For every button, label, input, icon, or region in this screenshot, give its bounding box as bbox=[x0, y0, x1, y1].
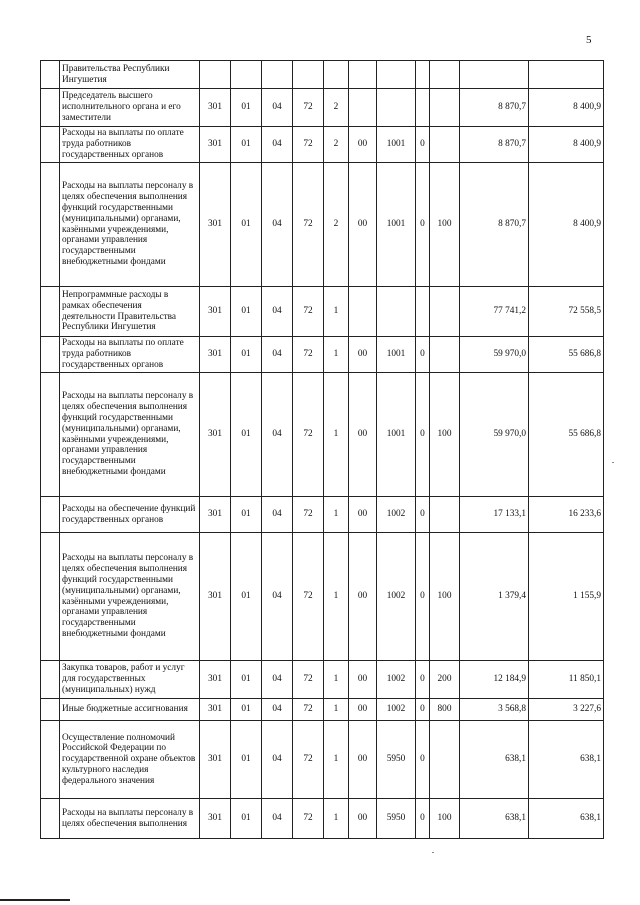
code-cell-c5: 1 bbox=[324, 337, 349, 373]
expense-name-cell: Расходы на выплаты персоналу в целях обеспечения выполнения bbox=[60, 799, 200, 839]
code-cell-c1: 301 bbox=[200, 163, 231, 287]
amount-cell-v2: 8 400,9 bbox=[529, 127, 604, 163]
expense-name-cell: Расходы на выплаты персоналу в целях обеспечения выполнения функций государственными (муниципальными) органами, казёнными учреждениями, органами управления государственными внебюджетными фондами bbox=[60, 533, 200, 661]
code-cell-c8: 0 bbox=[416, 699, 430, 721]
code-cell-c5: 1 bbox=[324, 373, 349, 497]
code-cell-c8: 0 bbox=[416, 497, 430, 533]
table-row bbox=[41, 799, 604, 839]
code-cell-c7: 1001 bbox=[377, 163, 416, 287]
budget-table bbox=[40, 60, 604, 839]
code-cell-c2 bbox=[231, 61, 262, 89]
code-cell-c1: 301 bbox=[200, 287, 231, 337]
amount-cell-v1: 8 870,7 bbox=[460, 127, 529, 163]
table-row bbox=[41, 497, 604, 533]
code-cell-c4: 72 bbox=[293, 373, 324, 497]
code-cell-c2: 01 bbox=[231, 373, 262, 497]
code-cell-c8: 0 bbox=[416, 337, 430, 373]
code-cell-c3: 04 bbox=[262, 799, 293, 839]
amount-cell-v1: 1 379,4 bbox=[460, 533, 529, 661]
code-cell-c3: 04 bbox=[262, 661, 293, 699]
amount-cell-v2: 1 155,9 bbox=[529, 533, 604, 661]
amount-cell-v2: 3 227,6 bbox=[529, 699, 604, 721]
code-cell-c8: 0 bbox=[416, 661, 430, 699]
code-cell-c3: 04 bbox=[262, 287, 293, 337]
code-cell-c6: 00 bbox=[349, 163, 377, 287]
code-cell-c2: 01 bbox=[231, 533, 262, 661]
code-cell-c5: 1 bbox=[324, 721, 349, 799]
code-cell-c8: 0 bbox=[416, 127, 430, 163]
code-cell-c1: 301 bbox=[200, 337, 231, 373]
code-cell-c6: 00 bbox=[349, 661, 377, 699]
code-cell-c6 bbox=[349, 287, 377, 337]
table-row bbox=[41, 373, 604, 497]
row-marker-cell bbox=[41, 89, 60, 127]
code-cell-c9 bbox=[430, 721, 460, 799]
code-cell-c8 bbox=[416, 89, 430, 127]
code-cell-c5: 1 bbox=[324, 799, 349, 839]
code-cell-c9: 800 bbox=[430, 699, 460, 721]
code-cell-c2: 01 bbox=[231, 799, 262, 839]
amount-cell-v1: 77 741,2 bbox=[460, 287, 529, 337]
code-cell-c5: 1 bbox=[324, 699, 349, 721]
code-cell-c1: 301 bbox=[200, 533, 231, 661]
code-cell-c4: 72 bbox=[293, 661, 324, 699]
code-cell-c2: 01 bbox=[231, 337, 262, 373]
code-cell-c3: 04 bbox=[262, 337, 293, 373]
code-cell-c4 bbox=[293, 61, 324, 89]
code-cell-c8: 0 bbox=[416, 373, 430, 497]
code-cell-c7: 1002 bbox=[377, 497, 416, 533]
code-cell-c9 bbox=[430, 497, 460, 533]
row-marker-cell bbox=[41, 61, 60, 89]
amount-cell-v1: 8 870,7 bbox=[460, 163, 529, 287]
code-cell-c9: 100 bbox=[430, 533, 460, 661]
code-cell-c2: 01 bbox=[231, 163, 262, 287]
amount-cell-v1: 638,1 bbox=[460, 721, 529, 799]
amount-cell-v1: 8 870,7 bbox=[460, 89, 529, 127]
code-cell-c7: 1001 bbox=[377, 373, 416, 497]
code-cell-c5: 2 bbox=[324, 163, 349, 287]
code-cell-c3: 04 bbox=[262, 699, 293, 721]
code-cell-c6: 00 bbox=[349, 721, 377, 799]
expense-name-cell: Осуществление полномочий Российской Федерации по государственной охране объектов культурного наследия федерального значения bbox=[60, 721, 200, 799]
row-marker-cell bbox=[41, 337, 60, 373]
code-cell-c7 bbox=[377, 89, 416, 127]
code-cell-c5: 1 bbox=[324, 497, 349, 533]
code-cell-c6 bbox=[349, 89, 377, 127]
row-marker-cell bbox=[41, 699, 60, 721]
code-cell-c9 bbox=[430, 337, 460, 373]
code-cell-c6 bbox=[349, 61, 377, 89]
code-cell-c8: 0 bbox=[416, 533, 430, 661]
amount-cell-v2: 638,1 bbox=[529, 799, 604, 839]
code-cell-c7: 5950 bbox=[377, 799, 416, 839]
amount-cell-v2: 16 233,6 bbox=[529, 497, 604, 533]
code-cell-c1: 301 bbox=[200, 699, 231, 721]
row-marker-cell bbox=[41, 163, 60, 287]
code-cell-c2: 01 bbox=[231, 127, 262, 163]
table-row bbox=[41, 337, 604, 373]
code-cell-c5: 2 bbox=[324, 89, 349, 127]
row-marker-cell bbox=[41, 721, 60, 799]
code-cell-c2: 01 bbox=[231, 497, 262, 533]
code-cell-c6: 00 bbox=[349, 533, 377, 661]
code-cell-c4: 72 bbox=[293, 127, 324, 163]
amount-cell-v1: 12 184,9 bbox=[460, 661, 529, 699]
code-cell-c4: 72 bbox=[293, 497, 324, 533]
code-cell-c9 bbox=[430, 61, 460, 89]
code-cell-c6: 00 bbox=[349, 497, 377, 533]
expense-name-cell: Расходы на выплаты по оплате труда работников государственных органов bbox=[60, 337, 200, 373]
code-cell-c4: 72 bbox=[293, 337, 324, 373]
code-cell-c6: 00 bbox=[349, 699, 377, 721]
code-cell-c1: 301 bbox=[200, 497, 231, 533]
code-cell-c1: 301 bbox=[200, 373, 231, 497]
code-cell-c3: 04 bbox=[262, 497, 293, 533]
code-cell-c5: 1 bbox=[324, 661, 349, 699]
amount-cell-v2: 11 850,1 bbox=[529, 661, 604, 699]
table-row bbox=[41, 89, 604, 127]
expense-name-cell: Правительства Республики Ингушетия bbox=[60, 61, 200, 89]
code-cell-c1: 301 bbox=[200, 721, 231, 799]
code-cell-c9 bbox=[430, 127, 460, 163]
table-row bbox=[41, 699, 604, 721]
code-cell-c3: 04 bbox=[262, 127, 293, 163]
table-row bbox=[41, 127, 604, 163]
page-number: 5 bbox=[586, 34, 592, 46]
code-cell-c7: 1002 bbox=[377, 661, 416, 699]
code-cell-c9 bbox=[430, 89, 460, 127]
code-cell-c7 bbox=[377, 287, 416, 337]
code-cell-c4: 72 bbox=[293, 533, 324, 661]
expense-name-cell: Расходы на обеспечение функций государственных органов bbox=[60, 497, 200, 533]
table-row bbox=[41, 61, 604, 89]
expense-name-cell: Расходы на выплаты по оплате труда работников государственных органов bbox=[60, 127, 200, 163]
code-cell-c9: 100 bbox=[430, 163, 460, 287]
code-cell-c1: 301 bbox=[200, 799, 231, 839]
code-cell-c3: 04 bbox=[262, 373, 293, 497]
amount-cell-v1: 3 568,8 bbox=[460, 699, 529, 721]
table-row bbox=[41, 287, 604, 337]
code-cell-c8 bbox=[416, 287, 430, 337]
code-cell-c6: 00 bbox=[349, 337, 377, 373]
row-marker-cell bbox=[41, 661, 60, 699]
expense-name-cell: Председатель высшего исполнительного органа и его заместители bbox=[60, 89, 200, 127]
code-cell-c5 bbox=[324, 61, 349, 89]
amount-cell-v2 bbox=[529, 61, 604, 89]
code-cell-c7: 5950 bbox=[377, 721, 416, 799]
code-cell-c2: 01 bbox=[231, 721, 262, 799]
expense-name-cell: Иные бюджетные ассигнования bbox=[60, 699, 200, 721]
code-cell-c4: 72 bbox=[293, 287, 324, 337]
row-marker-cell bbox=[41, 533, 60, 661]
amount-cell-v1: 17 133,1 bbox=[460, 497, 529, 533]
code-cell-c1: 301 bbox=[200, 661, 231, 699]
amount-cell-v2: 638,1 bbox=[529, 721, 604, 799]
row-marker-cell bbox=[41, 373, 60, 497]
code-cell-c4: 72 bbox=[293, 89, 324, 127]
code-cell-c2: 01 bbox=[231, 89, 262, 127]
code-cell-c6: 00 bbox=[349, 127, 377, 163]
scan-speck bbox=[432, 852, 434, 853]
expense-name-cell: Непрограммные расходы в рамках обеспечения деятельности Правительства Республики Ингушетия bbox=[60, 287, 200, 337]
expense-name-cell: Расходы на выплаты персоналу в целях обеспечения выполнения функций государственными (муниципальными) органами, казёнными учреждениями, органами управления государственными внебюджетными фондами bbox=[60, 163, 200, 287]
code-cell-c4: 72 bbox=[293, 799, 324, 839]
amount-cell-v2: 8 400,9 bbox=[529, 89, 604, 127]
amount-cell-v1: 59 970,0 bbox=[460, 337, 529, 373]
code-cell-c5: 2 bbox=[324, 127, 349, 163]
code-cell-c2: 01 bbox=[231, 699, 262, 721]
code-cell-c5: 1 bbox=[324, 287, 349, 337]
code-cell-c7: 1002 bbox=[377, 533, 416, 661]
code-cell-c8 bbox=[416, 61, 430, 89]
code-cell-c4: 72 bbox=[293, 721, 324, 799]
code-cell-c7: 1002 bbox=[377, 699, 416, 721]
table-row bbox=[41, 661, 604, 699]
code-cell-c1: 301 bbox=[200, 127, 231, 163]
code-cell-c8: 0 bbox=[416, 163, 430, 287]
row-marker-cell bbox=[41, 287, 60, 337]
code-cell-c6: 00 bbox=[349, 799, 377, 839]
code-cell-c8: 0 bbox=[416, 721, 430, 799]
table-row bbox=[41, 533, 604, 661]
code-cell-c3 bbox=[262, 61, 293, 89]
amount-cell-v2: 55 686,8 bbox=[529, 373, 604, 497]
amount-cell-v1: 638,1 bbox=[460, 799, 529, 839]
amount-cell-v2: 55 686,8 bbox=[529, 337, 604, 373]
code-cell-c8: 0 bbox=[416, 799, 430, 839]
table-row bbox=[41, 721, 604, 799]
code-cell-c1 bbox=[200, 61, 231, 89]
row-marker-cell bbox=[41, 497, 60, 533]
expense-name-cell: Закупка товаров, работ и услуг для государственных (муниципальных) нужд bbox=[60, 661, 200, 699]
code-cell-c4: 72 bbox=[293, 699, 324, 721]
code-cell-c7: 1001 bbox=[377, 127, 416, 163]
amount-cell-v2: 8 400,9 bbox=[529, 163, 604, 287]
code-cell-c5: 1 bbox=[324, 533, 349, 661]
code-cell-c7: 1001 bbox=[377, 337, 416, 373]
code-cell-c4: 72 bbox=[293, 163, 324, 287]
amount-cell-v1: 59 970,0 bbox=[460, 373, 529, 497]
code-cell-c2: 01 bbox=[231, 287, 262, 337]
code-cell-c9: 100 bbox=[430, 373, 460, 497]
expense-name-cell: Расходы на выплаты персоналу в целях обеспечения выполнения функций государственными (муниципальными) органами, казёнными учреждениями, органами управления государственными внебюджетными фондами bbox=[60, 373, 200, 497]
code-cell-c3: 04 bbox=[262, 89, 293, 127]
scan-edge-line bbox=[0, 899, 70, 901]
code-cell-c9: 100 bbox=[430, 799, 460, 839]
row-marker-cell bbox=[41, 799, 60, 839]
amount-cell-v1 bbox=[460, 61, 529, 89]
code-cell-c9: 200 bbox=[430, 661, 460, 699]
code-cell-c1: 301 bbox=[200, 89, 231, 127]
amount-cell-v2: 72 558,5 bbox=[529, 287, 604, 337]
code-cell-c3: 04 bbox=[262, 163, 293, 287]
code-cell-c2: 01 bbox=[231, 661, 262, 699]
code-cell-c9 bbox=[430, 287, 460, 337]
code-cell-c6: 00 bbox=[349, 373, 377, 497]
row-marker-cell bbox=[41, 127, 60, 163]
table-row bbox=[41, 163, 604, 287]
code-cell-c3: 04 bbox=[262, 721, 293, 799]
code-cell-c3: 04 bbox=[262, 533, 293, 661]
scan-speck bbox=[612, 462, 614, 463]
code-cell-c7 bbox=[377, 61, 416, 89]
